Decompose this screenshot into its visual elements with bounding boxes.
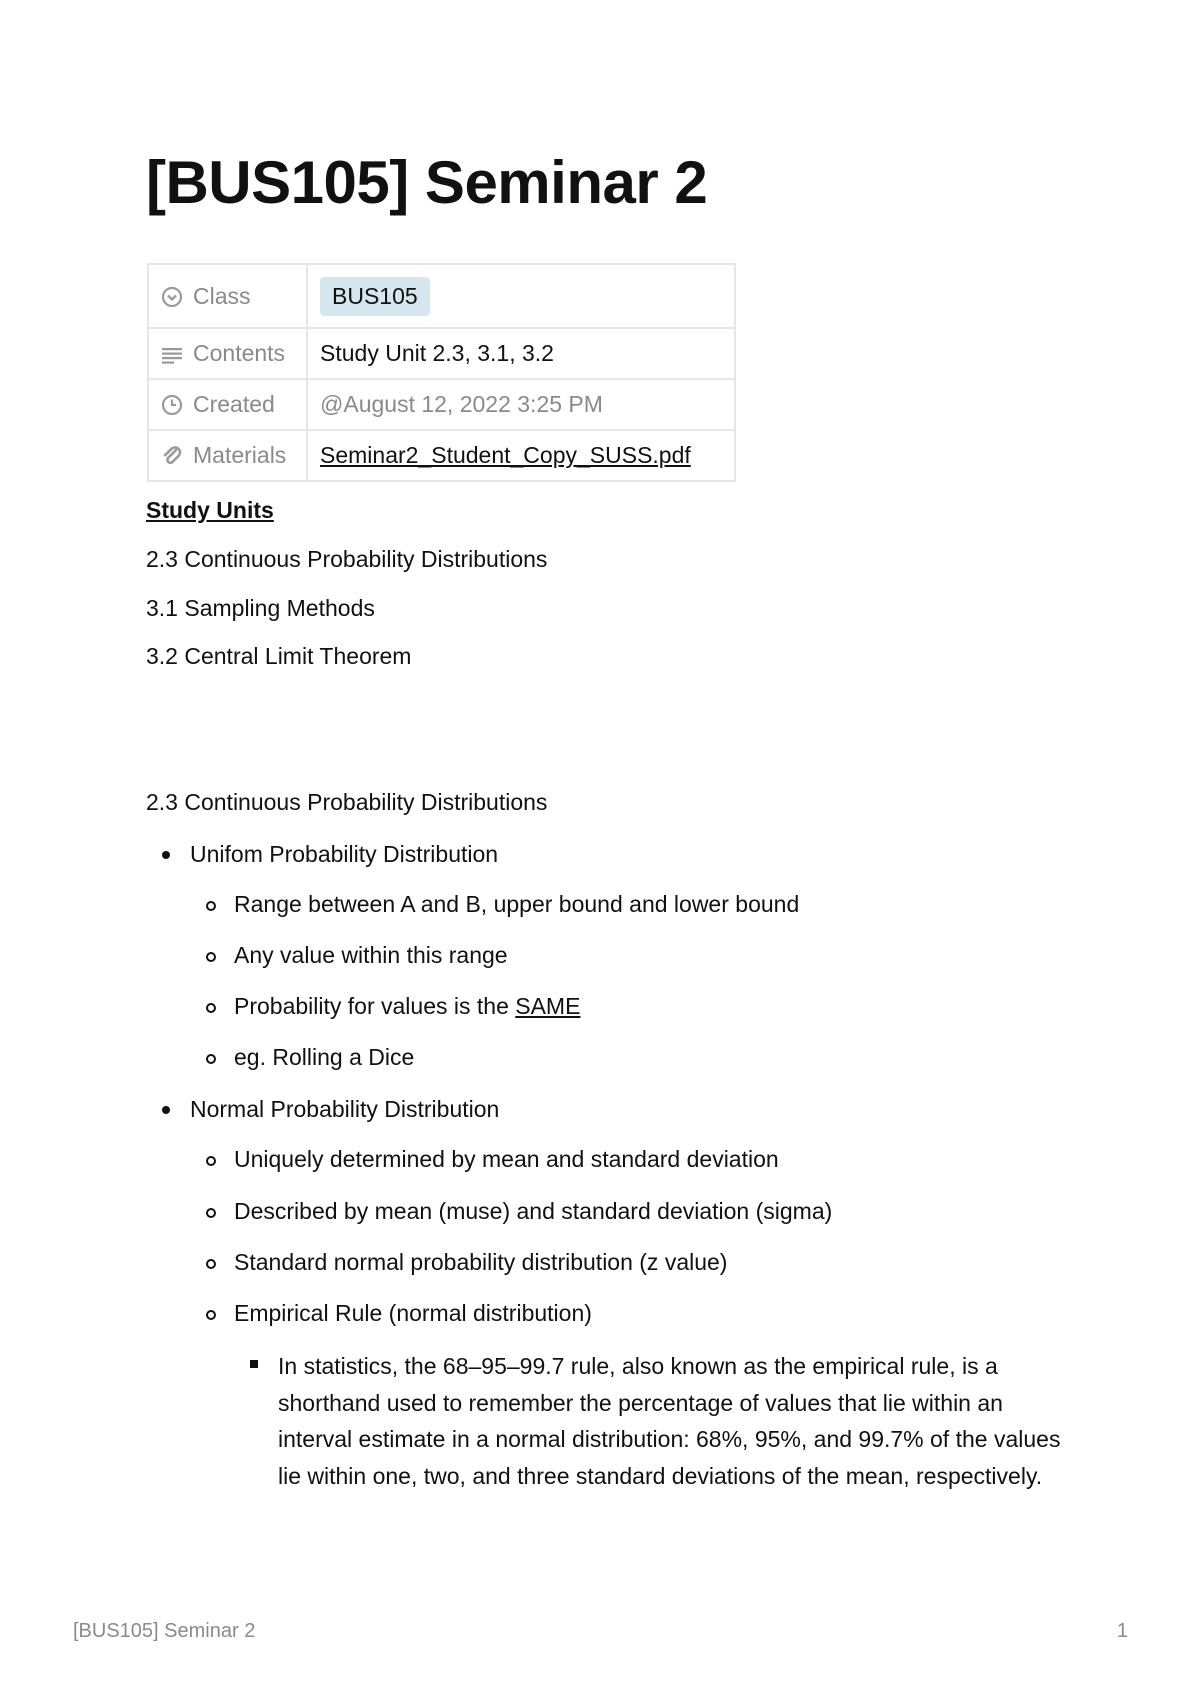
study-unit-item: 3.1 Sampling Methods	[146, 595, 375, 621]
study-unit-item: 3.2 Central Limit Theorem	[146, 643, 412, 669]
list-item-text: Probability for values is the	[234, 993, 516, 1019]
property-value-materials	[307, 430, 735, 481]
list-item-text: Normal Probability Distribution	[190, 1096, 500, 1122]
property-value-contents[interactable]: Study Unit 2.3, 3.1, 3.2	[307, 328, 735, 379]
list-item	[234, 941, 508, 971]
property-key-materials	[148, 430, 307, 481]
clock-icon	[161, 394, 183, 416]
property-key-contents	[148, 328, 307, 379]
footer-title: [BUS105] Seminar 2	[73, 1620, 256, 1642]
property-key-label: Class	[193, 282, 251, 309]
property-key-label: Materials	[193, 442, 287, 468]
property-row-class	[148, 264, 735, 328]
bullet-ring	[206, 1208, 216, 1218]
bullet-ring	[206, 1310, 216, 1320]
bullet-ring	[206, 901, 216, 911]
list-item-text: Empirical Rule (normal distribution)	[234, 1300, 592, 1326]
list-item	[234, 1145, 779, 1175]
property-row-created	[148, 379, 735, 430]
list-item	[190, 840, 498, 870]
text-lines-icon	[161, 343, 183, 365]
list-item-text: Described by mean (muse) and standard deviation (sigma)	[234, 1198, 833, 1224]
materials-file-link[interactable]: Seminar2_Student_Copy_SUSS.pdf	[320, 442, 691, 468]
class-tag[interactable]: BUS105	[320, 277, 430, 316]
list-item	[234, 1299, 592, 1329]
bullet-dot	[162, 851, 170, 859]
list-item-text: Any value within this range	[234, 942, 508, 968]
property-key-class	[148, 264, 307, 328]
section-heading: 2.3 Continuous Probability Distributions	[146, 789, 548, 815]
list-item	[190, 1095, 499, 1125]
bullet-ring	[206, 1003, 216, 1013]
list-item	[234, 1197, 832, 1227]
bullet-ring	[206, 1259, 216, 1269]
list-item	[234, 992, 580, 1022]
list-item-text: Standard normal probability distribution (z value)	[234, 1249, 728, 1275]
property-value-created[interactable]: @August 12, 2022 3:25 PM	[307, 379, 735, 430]
study-units-heading[interactable]: Study Units	[146, 497, 274, 523]
list-item-text: Unifom Probability Distribution	[190, 841, 499, 867]
property-row-materials	[148, 430, 735, 481]
list-item	[234, 1043, 414, 1073]
bullet-ring	[206, 952, 216, 962]
list-item-text: Uniquely determined by mean and standard deviation	[234, 1146, 779, 1172]
select-circle-icon	[161, 286, 183, 308]
paperclip-icon	[161, 445, 183, 467]
list-item-text: eg. Rolling a Dice	[234, 1044, 415, 1070]
emphasis-text: SAME	[515, 993, 581, 1019]
property-key-created	[148, 379, 307, 430]
property-key-label: Contents	[193, 340, 286, 366]
empirical-rule-paragraph: In statistics, the 68–95–99.7 rule, also known as the empirical rule, is a shorthand used to remember the percentage of values that lie within an interval estimate in a normal distribution: 68%, 95%, and 99.7% of the values lie within one, two, and three standard deviations of the mean, respectively.	[278, 1353, 1061, 1489]
bullet-square	[250, 1360, 258, 1368]
bullet-dot	[162, 1106, 170, 1114]
footer-page-number: 1	[1116, 1620, 1128, 1642]
list-item	[234, 890, 799, 920]
property-row-contents	[148, 328, 735, 379]
page-title: [BUS105] Seminar 2	[146, 149, 708, 216]
study-unit-item: 2.3 Continuous Probability Distributions	[146, 546, 548, 572]
property-value-class	[307, 264, 735, 328]
bullet-ring	[206, 1156, 216, 1166]
property-key-label: Created	[193, 391, 275, 417]
list-item	[234, 1248, 727, 1278]
bullet-ring	[206, 1054, 216, 1064]
properties-table	[147, 263, 736, 482]
list-item-text: Range between A and B, upper bound and lower bound	[234, 891, 800, 917]
list-item	[278, 1348, 1068, 1494]
